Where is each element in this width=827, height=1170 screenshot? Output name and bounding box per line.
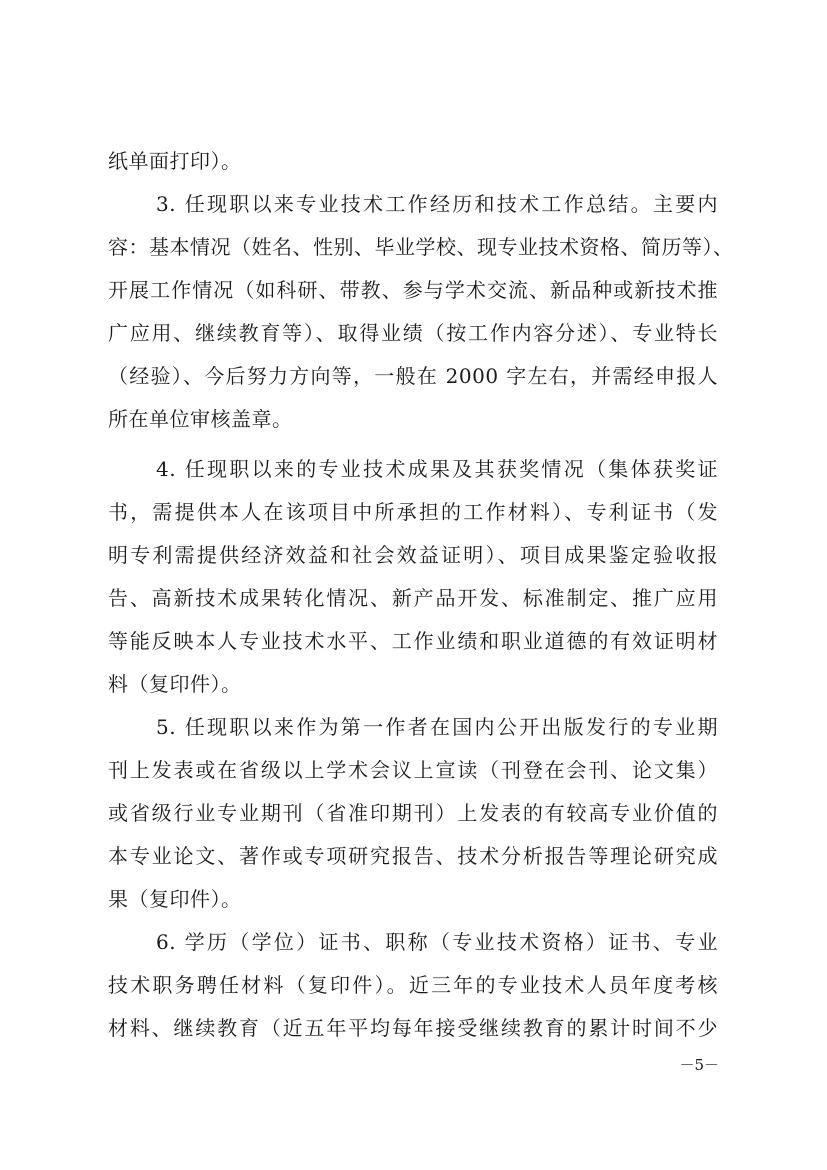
paragraph-3-line: 开展工作情况（如科研、带教、参与学术交流、新品种或新技术推 [108, 278, 718, 302]
page-number: －5－ [679, 1056, 719, 1074]
paragraph-5-line: 或省级行业专业期刊（省准印期刊）上发表的有较高专业价值的 [108, 801, 718, 825]
paragraph-3-line: 3. 任现职以来专业技术工作经历和技术工作总结。主要内 [156, 192, 718, 216]
paragraph-4-line: 书，需提供本人在该项目中所承担的工作材料）、专利证书（发 [108, 500, 718, 524]
paragraph-6-line: 技术职务聘任材料（复印件）。近三年的专业技术人员年度考核 [108, 973, 718, 997]
paragraph-4-line: 料（复印件）。 [108, 672, 242, 696]
paragraph-4-line: 等能反映本人专业技术水平、工作业绩和职业道德的有效证明材 [108, 629, 718, 653]
paragraph-5-line: 果（复印件）。 [108, 887, 242, 911]
paragraph-5-line: 本专业论文、著作或专项研究报告、技术分析报告等理论研究成 [108, 844, 718, 868]
paragraph-6-line: 6. 学历（学位）证书、职称（专业技术资格）证书、专业 [156, 930, 718, 954]
paragraph-3-line: 容：基本情况（姓名、性别、毕业学校、现专业技术资格、简历等）、 [108, 235, 734, 259]
body-text [108, 140, 734, 1050]
paragraph-3-line: 广应用、继续教育等）、取得业绩（按工作内容分述）、专业特长 [108, 321, 718, 345]
paragraph-3-line: （经验）、今后努力方向等，一般在 2000 字左右，并需经申报人 [108, 364, 718, 388]
paragraph-5-line: 5. 任现职以来作为第一作者在国内公开出版发行的专业期 [156, 715, 718, 739]
text-line: 纸单面打印）。 [108, 149, 242, 173]
paragraph-6-line: 材料、继续教育（近五年平均每年接受继续教育的累计时间不少 [108, 1016, 718, 1040]
paragraph-3-line: 所在单位审核盖章。 [108, 407, 293, 431]
paragraph-4-line: 明专利需提供经济效益和社会效益证明）、项目成果鉴定验收报 [108, 543, 718, 567]
paragraph-5-line: 刊上发表或在省级以上学术会议上宣读（刊登在会刊、论文集） [108, 758, 718, 782]
paragraph-4-line: 告、高新技术成果转化情况、新产品开发、标准制定、推广应用 [108, 586, 718, 610]
paragraph-4-line: 4. 任现职以来的专业技术成果及其获奖情况（集体获奖证 [156, 457, 718, 481]
